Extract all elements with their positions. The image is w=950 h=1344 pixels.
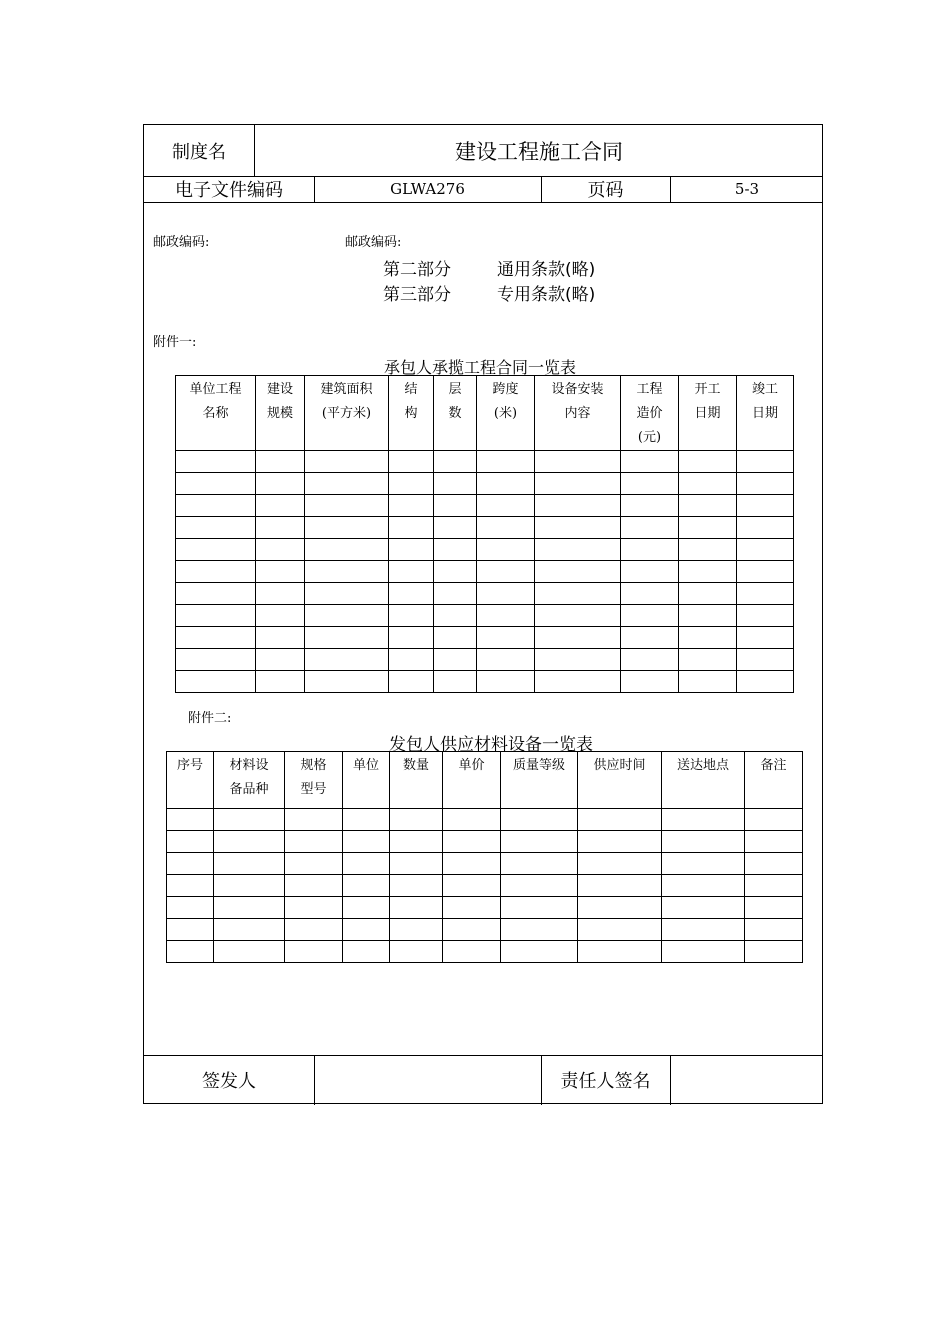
postal-code-left: 邮政编码: <box>153 235 210 250</box>
responsible-signature-field[interactable] <box>670 1055 824 1105</box>
empty-cell[interactable] <box>737 451 794 473</box>
empty-cell[interactable] <box>501 809 578 831</box>
empty-cell[interactable] <box>389 451 434 473</box>
empty-cell[interactable] <box>737 605 794 627</box>
empty-cell[interactable] <box>477 627 535 649</box>
empty-cell[interactable] <box>535 583 621 605</box>
empty-cell[interactable] <box>535 495 621 517</box>
empty-cell[interactable] <box>434 561 477 583</box>
empty-cell[interactable] <box>737 495 794 517</box>
part3-number: 第三部分 <box>383 285 451 305</box>
empty-cell[interactable] <box>176 473 256 495</box>
header-cell: 单位工程 名称 <box>176 376 256 451</box>
empty-cell[interactable] <box>477 583 535 605</box>
empty-cell[interactable] <box>434 539 477 561</box>
header-cell: 工程 造价 (元) <box>621 376 679 451</box>
empty-cell[interactable] <box>167 941 214 963</box>
empty-cell[interactable] <box>256 605 305 627</box>
empty-cell[interactable] <box>256 473 305 495</box>
materials-table <box>166 751 803 963</box>
empty-cell[interactable] <box>679 451 737 473</box>
empty-cell[interactable] <box>343 853 390 875</box>
table-row <box>167 831 803 853</box>
header-cell: 数量 <box>390 752 443 809</box>
header-cell: 供应时间 <box>578 752 662 809</box>
empty-cell[interactable] <box>285 853 343 875</box>
empty-cell[interactable] <box>343 831 390 853</box>
empty-cell[interactable] <box>305 539 389 561</box>
empty-cell[interactable] <box>176 583 256 605</box>
empty-cell[interactable] <box>390 919 443 941</box>
empty-cell[interactable] <box>662 919 745 941</box>
empty-cell[interactable] <box>305 605 389 627</box>
empty-cell[interactable] <box>737 561 794 583</box>
empty-cell[interactable] <box>343 875 390 897</box>
table-row <box>176 451 794 473</box>
empty-cell[interactable] <box>167 875 214 897</box>
empty-cell[interactable] <box>176 495 256 517</box>
empty-cell[interactable] <box>214 875 285 897</box>
empty-cell[interactable] <box>745 897 803 919</box>
empty-cell[interactable] <box>621 605 679 627</box>
empty-cell[interactable] <box>737 517 794 539</box>
part3-text: 专用条款(略) <box>497 285 596 305</box>
empty-cell[interactable] <box>256 627 305 649</box>
empty-cell[interactable] <box>501 831 578 853</box>
empty-cell[interactable] <box>679 539 737 561</box>
empty-cell[interactable] <box>662 941 745 963</box>
empty-cell[interactable] <box>535 561 621 583</box>
empty-cell[interactable] <box>737 539 794 561</box>
empty-cell[interactable] <box>389 473 434 495</box>
table1-title: 承包人承揽工程合同一览表 <box>384 358 577 377</box>
empty-cell[interactable] <box>434 495 477 517</box>
empty-cell[interactable] <box>745 809 803 831</box>
empty-cell[interactable] <box>389 583 434 605</box>
empty-cell[interactable] <box>662 897 745 919</box>
empty-cell[interactable] <box>434 627 477 649</box>
empty-cell[interactable] <box>621 495 679 517</box>
empty-cell[interactable] <box>305 451 389 473</box>
header-cell: 材料设 备品种 <box>214 752 285 809</box>
empty-cell[interactable] <box>390 853 443 875</box>
empty-cell[interactable] <box>621 671 679 693</box>
empty-cell[interactable] <box>305 649 389 671</box>
empty-cell[interactable] <box>389 561 434 583</box>
empty-cell[interactable] <box>176 561 256 583</box>
table-row <box>167 919 803 941</box>
issuer-signature-field[interactable] <box>314 1055 541 1105</box>
empty-cell[interactable] <box>443 919 501 941</box>
empty-cell[interactable] <box>662 875 745 897</box>
table2-title: 发包人供应材料设备一览表 <box>389 735 593 755</box>
table-row <box>176 649 794 671</box>
empty-cell[interactable] <box>477 495 535 517</box>
empty-cell[interactable] <box>578 897 662 919</box>
empty-cell[interactable] <box>343 897 390 919</box>
empty-cell[interactable] <box>621 649 679 671</box>
empty-cell[interactable] <box>621 627 679 649</box>
empty-cell[interactable] <box>214 809 285 831</box>
empty-cell[interactable] <box>343 941 390 963</box>
empty-cell[interactable] <box>285 941 343 963</box>
empty-cell[interactable] <box>389 627 434 649</box>
empty-cell[interactable] <box>477 671 535 693</box>
empty-cell[interactable] <box>176 605 256 627</box>
empty-cell[interactable] <box>621 451 679 473</box>
table-row <box>167 897 803 919</box>
document-title: 建设工程施工合同 <box>455 139 623 164</box>
name-label: 制度名 <box>172 141 226 163</box>
attachment2-label: 附件二: <box>188 711 232 726</box>
empty-cell[interactable] <box>305 517 389 539</box>
empty-cell[interactable] <box>477 451 535 473</box>
empty-cell[interactable] <box>737 671 794 693</box>
empty-cell[interactable] <box>501 875 578 897</box>
empty-cell[interactable] <box>662 831 745 853</box>
empty-cell[interactable] <box>578 853 662 875</box>
empty-cell[interactable] <box>679 671 737 693</box>
empty-cell[interactable] <box>737 627 794 649</box>
empty-cell[interactable] <box>501 853 578 875</box>
empty-cell[interactable] <box>390 941 443 963</box>
empty-cell[interactable] <box>285 875 343 897</box>
file-code-value: GLWA276 <box>390 180 465 198</box>
header-cell: 设备安装 内容 <box>535 376 621 451</box>
empty-cell[interactable] <box>737 583 794 605</box>
header-cell: 单位 <box>343 752 390 809</box>
empty-cell[interactable] <box>477 473 535 495</box>
empty-cell[interactable] <box>176 517 256 539</box>
empty-cell[interactable] <box>679 583 737 605</box>
empty-cell[interactable] <box>621 539 679 561</box>
empty-cell[interactable] <box>285 919 343 941</box>
table-row <box>176 517 794 539</box>
empty-cell[interactable] <box>745 853 803 875</box>
empty-cell[interactable] <box>305 473 389 495</box>
empty-cell[interactable] <box>285 897 343 919</box>
empty-cell[interactable] <box>679 561 737 583</box>
empty-cell[interactable] <box>443 853 501 875</box>
empty-cell[interactable] <box>535 451 621 473</box>
empty-cell[interactable] <box>477 605 535 627</box>
empty-cell[interactable] <box>477 539 535 561</box>
empty-cell[interactable] <box>434 583 477 605</box>
empty-cell[interactable] <box>176 539 256 561</box>
empty-cell[interactable] <box>578 831 662 853</box>
header-cell: 层 数 <box>434 376 477 451</box>
empty-cell[interactable] <box>578 875 662 897</box>
empty-cell[interactable] <box>305 671 389 693</box>
empty-cell[interactable] <box>176 451 256 473</box>
table2-header-row <box>167 752 803 809</box>
empty-cell[interactable] <box>745 941 803 963</box>
empty-cell[interactable] <box>745 831 803 853</box>
empty-cell[interactable] <box>389 649 434 671</box>
empty-cell[interactable] <box>167 853 214 875</box>
header-cell: 结 构 <box>389 376 434 451</box>
attachment1-label: 附件一: <box>153 335 197 350</box>
header-cell: 开工 日期 <box>679 376 737 451</box>
empty-cell[interactable] <box>621 473 679 495</box>
table-row <box>167 809 803 831</box>
empty-cell[interactable] <box>679 495 737 517</box>
empty-cell[interactable] <box>176 671 256 693</box>
empty-cell[interactable] <box>256 671 305 693</box>
empty-cell[interactable] <box>256 517 305 539</box>
empty-cell[interactable] <box>535 627 621 649</box>
table1-header-row <box>176 376 794 451</box>
header-cell: 质量等级 <box>501 752 578 809</box>
empty-cell[interactable] <box>176 627 256 649</box>
empty-cell[interactable] <box>535 605 621 627</box>
empty-cell[interactable] <box>389 539 434 561</box>
empty-cell[interactable] <box>389 671 434 693</box>
header-cell: 规格 型号 <box>285 752 343 809</box>
empty-cell[interactable] <box>535 539 621 561</box>
empty-cell[interactable] <box>535 517 621 539</box>
empty-cell[interactable] <box>343 919 390 941</box>
empty-cell[interactable] <box>285 809 343 831</box>
empty-cell[interactable] <box>477 517 535 539</box>
empty-cell[interactable] <box>256 495 305 517</box>
empty-cell[interactable] <box>621 517 679 539</box>
empty-cell[interactable] <box>662 853 745 875</box>
table-row <box>167 941 803 963</box>
header-cell: 竣工 日期 <box>737 376 794 451</box>
empty-cell[interactable] <box>477 561 535 583</box>
empty-cell[interactable] <box>578 809 662 831</box>
empty-cell[interactable] <box>167 809 214 831</box>
empty-cell[interactable] <box>443 897 501 919</box>
empty-cell[interactable] <box>501 919 578 941</box>
table-row <box>176 495 794 517</box>
empty-cell[interactable] <box>578 941 662 963</box>
empty-cell[interactable] <box>390 831 443 853</box>
empty-cell[interactable] <box>305 583 389 605</box>
issuer-label: 签发人 <box>202 1071 256 1092</box>
part2-number: 第二部分 <box>383 260 451 280</box>
empty-cell[interactable] <box>679 649 737 671</box>
empty-cell[interactable] <box>535 473 621 495</box>
table-row <box>176 583 794 605</box>
empty-cell[interactable] <box>443 831 501 853</box>
page-label: 页码 <box>587 180 624 201</box>
empty-cell[interactable] <box>434 451 477 473</box>
empty-cell[interactable] <box>214 897 285 919</box>
empty-cell[interactable] <box>662 809 745 831</box>
empty-cell[interactable] <box>285 831 343 853</box>
empty-cell[interactable] <box>256 583 305 605</box>
empty-cell[interactable] <box>305 495 389 517</box>
page-value: 5-3 <box>734 180 760 198</box>
empty-cell[interactable] <box>305 627 389 649</box>
empty-cell[interactable] <box>176 649 256 671</box>
empty-cell[interactable] <box>535 671 621 693</box>
responsible-label: 责任人签名 <box>560 1071 651 1092</box>
header-cell: 跨度 (米) <box>477 376 535 451</box>
table-row <box>167 853 803 875</box>
table-row <box>176 671 794 693</box>
empty-cell[interactable] <box>501 897 578 919</box>
empty-cell[interactable] <box>214 941 285 963</box>
empty-cell[interactable] <box>621 583 679 605</box>
empty-cell[interactable] <box>621 561 679 583</box>
empty-cell[interactable] <box>390 809 443 831</box>
empty-cell[interactable] <box>578 919 662 941</box>
empty-cell[interactable] <box>167 919 214 941</box>
empty-cell[interactable] <box>214 919 285 941</box>
empty-cell[interactable] <box>256 649 305 671</box>
empty-cell[interactable] <box>434 473 477 495</box>
empty-cell[interactable] <box>343 809 390 831</box>
header-cell: 建设 规模 <box>256 376 305 451</box>
table-row <box>176 605 794 627</box>
divider <box>144 202 822 203</box>
empty-cell[interactable] <box>679 517 737 539</box>
empty-cell[interactable] <box>305 561 389 583</box>
empty-cell[interactable] <box>434 649 477 671</box>
empty-cell[interactable] <box>477 649 535 671</box>
empty-cell[interactable] <box>501 941 578 963</box>
empty-cell[interactable] <box>745 875 803 897</box>
table-row <box>176 539 794 561</box>
empty-cell[interactable] <box>434 605 477 627</box>
postal-code-right: 邮政编码: <box>345 235 402 250</box>
empty-cell[interactable] <box>389 495 434 517</box>
empty-cell[interactable] <box>443 941 501 963</box>
file-code-label: 电子文件编码 <box>175 180 283 201</box>
header-cell: 序号 <box>167 752 214 809</box>
table-row <box>176 561 794 583</box>
header-cell: 送达地点 <box>662 752 745 809</box>
header-cell: 单价 <box>443 752 501 809</box>
empty-cell[interactable] <box>737 649 794 671</box>
part2-text: 通用条款(略) <box>497 260 596 280</box>
table-row <box>176 627 794 649</box>
contract-table <box>175 375 794 693</box>
empty-cell[interactable] <box>737 473 794 495</box>
empty-cell[interactable] <box>214 831 285 853</box>
empty-cell[interactable] <box>443 809 501 831</box>
empty-cell[interactable] <box>679 473 737 495</box>
empty-cell[interactable] <box>256 539 305 561</box>
empty-cell[interactable] <box>434 671 477 693</box>
empty-cell[interactable] <box>256 451 305 473</box>
empty-cell[interactable] <box>745 919 803 941</box>
empty-cell[interactable] <box>167 831 214 853</box>
empty-cell[interactable] <box>434 517 477 539</box>
empty-cell[interactable] <box>389 517 434 539</box>
header-cell: 备注 <box>745 752 803 809</box>
header-cell: 建筑面积 (平方米) <box>305 376 389 451</box>
empty-cell[interactable] <box>535 649 621 671</box>
table-row <box>167 875 803 897</box>
empty-cell[interactable] <box>390 897 443 919</box>
empty-cell[interactable] <box>679 627 737 649</box>
empty-cell[interactable] <box>167 897 214 919</box>
empty-cell[interactable] <box>389 605 434 627</box>
empty-cell[interactable] <box>679 605 737 627</box>
empty-cell[interactable] <box>256 561 305 583</box>
empty-cell[interactable] <box>390 875 443 897</box>
table-row <box>176 473 794 495</box>
empty-cell[interactable] <box>214 853 285 875</box>
empty-cell[interactable] <box>443 875 501 897</box>
